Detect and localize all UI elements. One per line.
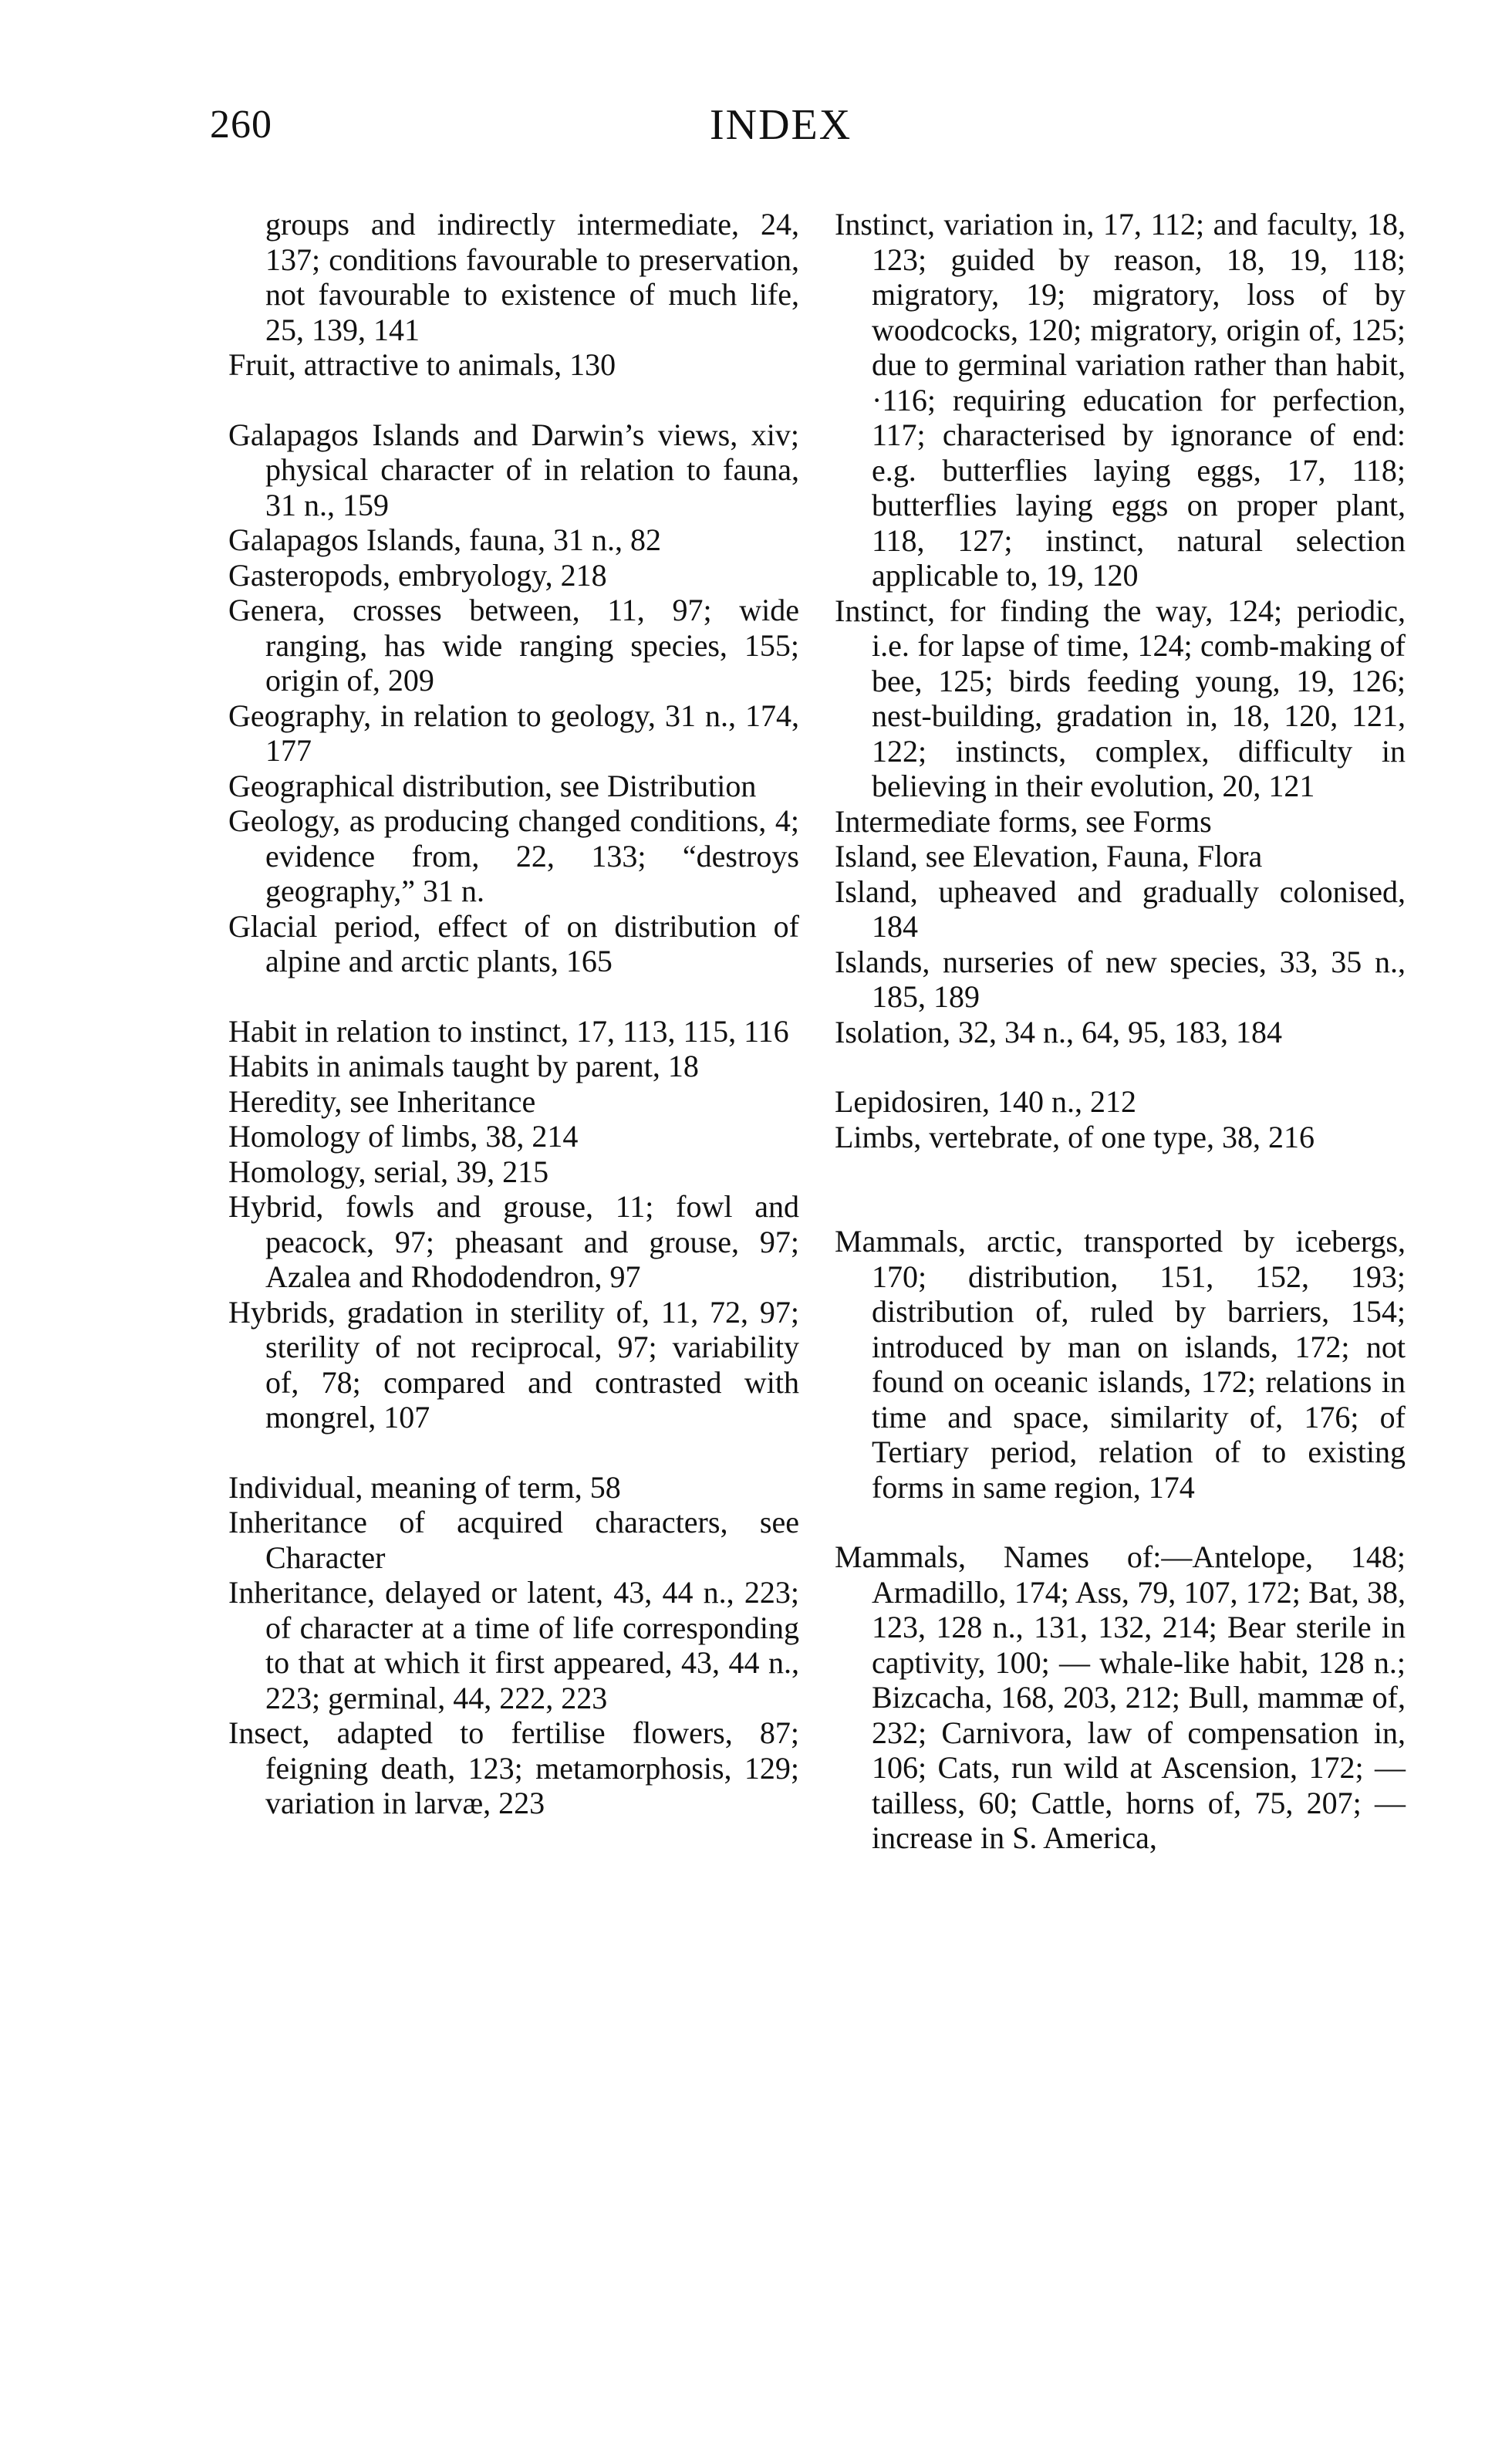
index-entry: Island, see Elevation, Fauna, Flora — [835, 839, 1263, 874]
index-entry: Geography, in relation to geology, 31 n., 174, 177 — [228, 698, 799, 768]
index-entry: Mammals, arctic, transported by icebergs, 170; distribution, 151, 152, 193; distribution of, ruled by barriers, 154; introduced by man on islands, 172; not found on oceanic islands, 172; relations in time and space, similarity of, 176; of Tertiary period, relation of to existing forms in same region, 174 — [835, 1224, 1406, 1505]
left-column — [228, 207, 799, 1821]
index-entry: Inheritance of acquired characters, see Character — [228, 1505, 799, 1575]
section-gap — [835, 1049, 1406, 1084]
index-entry: Insect, adapted to fertilise flowers, 87; feigning death, 123; metamorphosis, 129; variation in larvæ, 223 — [228, 1715, 799, 1820]
index-entry: Islands, nurseries of new species, 33, 35 n., 185, 189 — [835, 944, 1406, 1014]
index-entry: groups and indirectly intermediate, 24, 137; conditions favourable to preservation, not favourable to existence of much life, 25, 139, 141 — [265, 207, 799, 347]
section-gap — [228, 1435, 799, 1470]
index-entry: Island, upheaved and gradually colonised, 184 — [835, 874, 1406, 944]
index-entry: Gasteropods, embryology, 218 — [228, 557, 607, 593]
index-entry: Glacial period, effect of on distribution of alpine and arctic plants, 165 — [228, 908, 799, 978]
index-entry: Galapagos Islands and Darwin’s views, xiv; physical character of in relation to fauna, 31 n., 159 — [228, 417, 799, 522]
index-entry: Fruit, attractive to animals, 130 — [228, 347, 616, 382]
index-entry: Instinct, variation in, 17, 112; and faculty, 18, 123; guided by reason, 18, 19, 118; migratory, 19; migratory, loss of by woodcocks, 120; migratory, origin of, 125; due to germinal variation rather than habit, ·116; requiring education for perfection, 117; characterised by ignorance of end: e.g. butterflies laying eggs, 17, 118; butterflies laying eggs on proper plant, 118, 127; instinct, natural selection applicable to, 19, 120 — [835, 207, 1406, 593]
section-gap — [228, 979, 799, 1014]
index-entry: Genera, crosses between, 11, 97; wide ranging, has wide ranging species, 155; origin of, 209 — [228, 593, 799, 698]
index-entry: Geology, as producing changed conditions, 4; evidence from, 22, 133; “destroys geography,” 31 n. — [228, 803, 799, 908]
right-column — [835, 207, 1406, 1856]
index-entry: Intermediate forms, see Forms — [835, 803, 1212, 839]
index-entry: Limbs, vertebrate, of one type, 38, 216 — [835, 1119, 1315, 1154]
section-gap — [228, 383, 799, 417]
section-gap — [835, 1154, 1406, 1224]
index-entry: Habit in relation to instinct, 17, 113, 115, 116 — [228, 1013, 789, 1049]
running-head-title: INDEX — [710, 101, 852, 149]
index-entry: Individual, meaning of term, 58 — [228, 1469, 621, 1505]
index-entry: Hybrids, gradation in sterility of, 11, 72, 97; sterility of not reciprocal, 97; variability of, 78; compared and contrasted with mongrel, 107 — [228, 1294, 799, 1435]
index-entry: Habits in animals taught by parent, 18 — [228, 1049, 699, 1083]
index-entry: Mammals, Names of:—Antelope, 148; Armadillo, 174; Ass, 79, 107, 172; Bat, 38, 123, 128 n., 131, 132, 214; Bear sterile in captivity, 100; — whale-like habit, 128 n.; Bizcacha, 168, 203, 212; Bull, mammæ of, 232; Carnivora, law of compensation in, 106; Cats, run wild at Ascension, 172; — tailless, 60; Cattle, horns of, 75, 207; — increase in S. America, — [835, 1539, 1406, 1855]
index-entry: Instinct, for finding the way, 124; periodic, i.e. for lapse of time, 124; comb-making of bee, 125; birds feeding young, 19, 126; nest-building, gradation in, 18, 120, 121, 122; instincts, complex, difficulty in believing in their evolution, 20, 121 — [835, 593, 1406, 803]
index-entry: Homology, serial, 39, 215 — [228, 1154, 549, 1189]
page-number: 260 — [210, 103, 272, 147]
index-entry: Heredity, see Inheritance — [228, 1083, 536, 1119]
index-entry: Lepidosiren, 140 n., 212 — [835, 1084, 1137, 1119]
index-entry: Inheritance, delayed or latent, 43, 44 n., 223; of character at a time of life corresponding to that at which it first appeared, 43, 44 n., 223; germinal, 44, 222, 223 — [228, 1575, 799, 1715]
index-entry: Geographical distribution, see Distribution — [228, 768, 757, 803]
section-gap — [835, 1505, 1406, 1539]
index-entry: Galapagos Islands, fauna, 31 n., 82 — [228, 522, 661, 557]
index-entry: Hybrid, fowls and grouse, 11; fowl and peacock, 97; pheasant and grouse, 97; Azalea and Rhododendron, 97 — [228, 1189, 799, 1294]
index-entry: Isolation, 32, 34 n., 64, 95, 183, 184 — [835, 1014, 1282, 1049]
index-entry: Homology of limbs, 38, 214 — [228, 1119, 579, 1154]
